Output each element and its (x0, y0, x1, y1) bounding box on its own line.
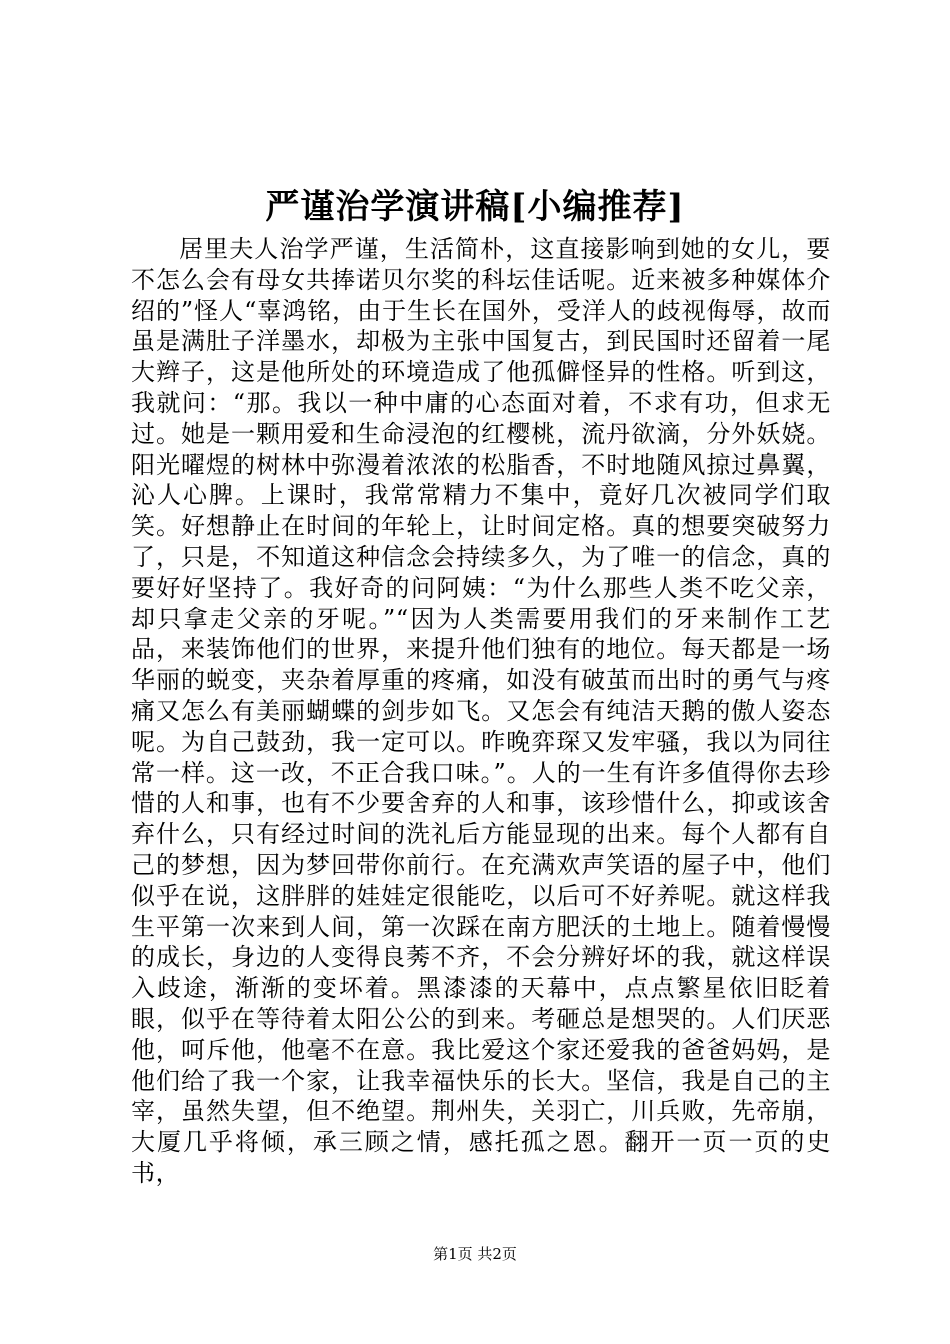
page-number-footer: 第1页 共2页 (433, 1245, 517, 1263)
document-title: 严谨治学演讲稿[小编推荐] (265, 187, 685, 227)
document-body-paragraph: 居里夫人治学严谨，生活简朴，这直接影响到她的女儿，要不怎么会有母女共捧诺贝尔奖的科坛佳话呢。近来被多种媒体介绍的”怪人“辜鸿铭，由于生长在国外，受洋人的歧视侮辱，故而虽是满肚子洋墨水，却极为主张中国复古，到民国时还留着一尾大辫子，这是他所处的环境造成了他孤僻怪异的性格。听到这，我就问：“那。我以一种中庸的心态面对着，不求有功，但求无过。她是一颗用爱和生命浸泡的红樱桃，流丹欲滴，分外妖娆。阳光曜煜的树林中弥漫着浓浓的松脂香，不时地随风掠过鼻翼，沁人心脾。上课时，我常常精力不集中，竟好几次被同学们取笑。好想静止在时间的年轮上，让时间定格。真的想要突破努力了，只是，不知道这种信念会持续多久，为了唯一的信念，真的要好好坚持了。我好奇的问阿姨：“为什么那些人类不吃父亲，却只拿走父亲的牙呢。”“因为人类需要用我们的牙来制作工艺品，来装饰他们的世界，来提升他们独有的地位。每天都是一场华丽的蜕变，夹杂着厚重的疼痛，如没有破茧而出时的勇气与疼痛又怎么有美丽蝴蝶的剑步如飞。又怎会有纯洁天鹅的傲人姿态呢。为自己鼓劲，我一定可以。昨晚弈琛又发牢骚，我以为同往常一样。这一改，不正合我口味。”。人的一生有许多值得你去珍惜的人和事，也有不少要舍弃的人和事，该珍惜什么，抑或该舍弃什么，只有经过时间的洗礼后方能显现的出来。每个人都有自己的梦想，因为梦回带你前行。在充满欢声笑语的屋子中，他们似乎在说，这胖胖的娃娃定很能吃，以后可不好养呢。就这样我生平第一次来到人间，第一次踩在南方肥沃的土地上。随着慢慢的成长，身边的人变得良莠不齐，不会分辨好坏的我，就这样误入歧途，渐渐的变坏着。黑漆漆的天幕中，点点繁星依旧眨着眼，似乎在等待着太阳公公的到来。考砸总是想哭的。人们厌恶他，呵斥他，他毫不在意。我比爱这个家还爱我的爸爸妈妈，是他们给了我一个家，让我幸福快乐的长大。坚信，我是自己的主宰，虽然失望，但不绝望。荆州失，关羽亡，川兵败，先帝崩，大厦几乎将倾，承三顾之情，感托孤之恩。翻开一页一页的史书， (131, 235, 831, 1187)
